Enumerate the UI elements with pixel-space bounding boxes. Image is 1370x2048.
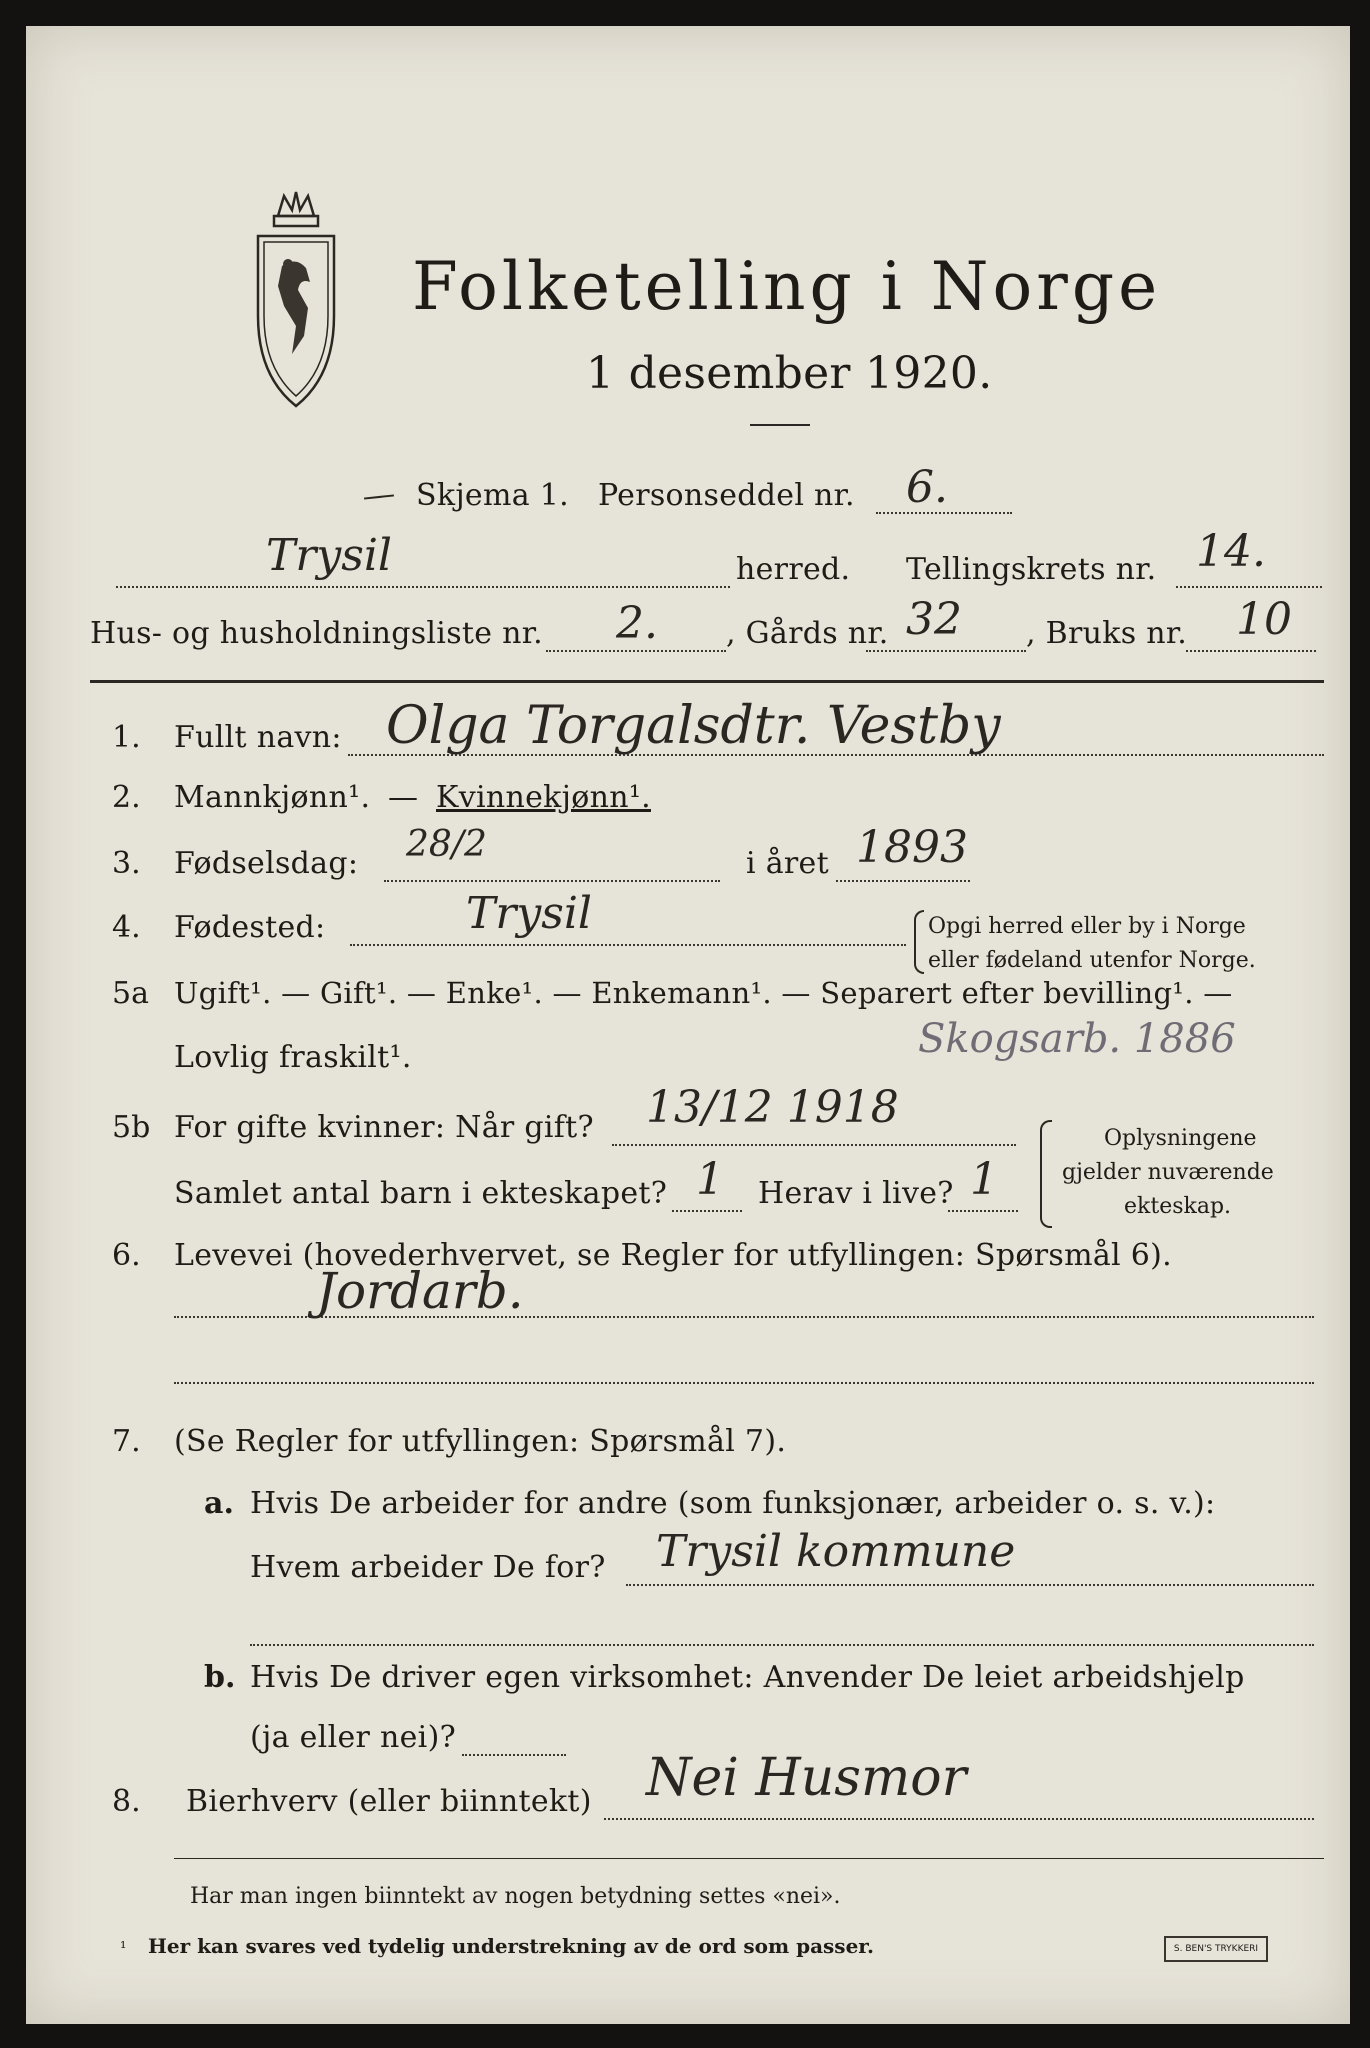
q5b-children-label: Samlet antal barn i ekteskapet? — [174, 1176, 668, 1211]
q5b-children-value: 1 — [696, 1154, 724, 1205]
skjema-label: Skjema 1. — [416, 478, 569, 513]
q5b-married-value: 13/12 1918 — [646, 1082, 899, 1133]
q3-field-line — [384, 880, 720, 882]
q5b-married-label: For gifte kvinner: Når gift? — [174, 1110, 594, 1145]
q6-value: Jordarb. — [316, 1262, 524, 1320]
q1-number: 1. — [112, 720, 141, 755]
q5a-options-line2: Lovlig fraskilt¹. — [174, 1040, 412, 1075]
q5a-number: 5a — [112, 976, 149, 1011]
q4-label: Fødested: — [174, 910, 326, 945]
tellingskrets-field-line — [1176, 586, 1322, 588]
title-divider — [750, 424, 810, 426]
q7a-value: Trysil kommune — [656, 1526, 1016, 1577]
q7-number: 7. — [112, 1424, 141, 1459]
q5b-number: 5b — [112, 1110, 151, 1145]
tellingskrets-label: Tellingskrets nr. — [906, 552, 1157, 587]
bruks-label: , Bruks nr. — [1026, 616, 1188, 651]
bruks-field-line — [1186, 650, 1316, 652]
census-form — [26, 26, 1350, 2024]
q2-dash: — — [388, 780, 419, 815]
q7a-line2: Hvem arbeider De for? — [250, 1550, 606, 1585]
q7a-field-line-1 — [626, 1584, 1314, 1586]
q4-value: Trysil — [466, 888, 592, 939]
q3-year-field-line — [836, 880, 970, 882]
q2-female-option: Kvinnekjønn¹. — [436, 780, 651, 815]
q1-value: Olga Torgalsdtr. Vestby — [386, 696, 1001, 756]
q7-label: (Se Regler for utfyllingen: Spørsmål 7). — [174, 1424, 787, 1459]
herred-label: herred. — [736, 552, 851, 587]
personseddel-label: Personseddel nr. — [598, 478, 855, 513]
q1-label: Fullt navn: — [174, 720, 342, 755]
skjema-lead-line — [364, 494, 394, 499]
q3-year-label: i året — [746, 846, 829, 881]
q8-field-line — [604, 1818, 1314, 1820]
q3-number: 3. — [112, 846, 141, 881]
q5b-alive-label: Herav i live? — [758, 1176, 954, 1211]
q6-field-line-2 — [174, 1382, 1314, 1384]
tellingskrets-value: 14. — [1196, 526, 1266, 577]
q5b-note-brace — [1040, 1120, 1052, 1228]
herred-field-line — [116, 586, 730, 588]
printer-stamp: S. BEN'S TRYKKERI — [1164, 1936, 1268, 1962]
q4-field-line — [350, 944, 906, 946]
q7b-field-line — [462, 1754, 566, 1756]
bruks-value: 10 — [1236, 594, 1292, 645]
form-date: 1 desember 1920. — [586, 348, 993, 399]
q8-number: 8. — [112, 1784, 141, 1819]
q5a-options-line1: Ugift¹. — Gift¹. — Enke¹. — Enkemann¹. — Separert efter bevilling¹. — — [174, 976, 1233, 1010]
header-rule — [90, 680, 1324, 683]
gards-value: 32 — [906, 594, 962, 645]
personseddel-value: 6. — [906, 462, 948, 513]
husholdningsliste-field-line — [546, 650, 726, 652]
q3-value: 28/2 — [406, 824, 487, 865]
herred-value: Trysil — [266, 530, 392, 581]
q8-value: Nei Husmor — [646, 1748, 967, 1808]
gards-label: , Gårds nr. — [726, 616, 889, 651]
footer-note: Har man ingen biinntekt av nogen betydning settes «nei». — [190, 1884, 841, 1909]
q5b-alive-field-line — [948, 1210, 1018, 1212]
q2-number: 2. — [112, 780, 141, 815]
q7a-letter: a. — [204, 1486, 234, 1521]
q6-number: 6. — [112, 1238, 141, 1273]
q5b-note-line1: Oplysningene — [1104, 1126, 1257, 1151]
q7b-line2: (ja eller nei)? — [250, 1720, 456, 1755]
husholdningsliste-label: Hus- og husholdningsliste nr. — [90, 616, 543, 651]
q5a-annotation: Skogsarb. 1886 — [918, 1016, 1236, 1062]
q4-note-line1: Opgi herred eller by i Norge — [928, 914, 1246, 939]
q3-label: Fødselsdag: — [174, 846, 359, 881]
q7a-line1: Hvis De arbeider for andre (som funksjonær, arbeider o. s. v.): — [250, 1486, 1216, 1521]
q7b-line1: Hvis De driver egen virksomhet: Anvender De leiet arbeidshjelp — [250, 1660, 1245, 1695]
footer-rule — [174, 1858, 1324, 1859]
q4-note-line2: eller fødeland utenfor Norge. — [928, 948, 1256, 973]
footnote-mark: ¹ — [120, 1938, 127, 1957]
q7b-letter: b. — [204, 1660, 236, 1695]
q5b-note-line2: gjelder nuværende — [1062, 1160, 1274, 1185]
q2-male-option: Mannkjønn¹. — [174, 780, 371, 815]
q4-note-brace — [914, 910, 924, 974]
footnote-text: Her kan svares ved tydelig understrekning av de ord som passer. — [148, 1934, 874, 1958]
husholdningsliste-value: 2. — [616, 598, 658, 649]
gards-field-line — [866, 650, 1026, 652]
norwegian-lion-crest-icon — [248, 186, 344, 416]
q3-year-value: 1893 — [856, 822, 968, 873]
q5b-note-line3: ekteskap. — [1124, 1194, 1232, 1219]
q4-number: 4. — [112, 910, 141, 945]
q5b-alive-value: 1 — [970, 1154, 998, 1205]
q5b-children-field-line — [672, 1210, 742, 1212]
q6-label: Levevei (hovederhvervet, se Regler for utfyllingen: Spørsmål 6). — [174, 1238, 1172, 1273]
q8-label: Bierhverv (eller biinntekt) — [186, 1784, 592, 1819]
form-title: Folketelling i Norge — [412, 248, 1162, 325]
q7a-field-line-2 — [250, 1644, 1314, 1646]
q5b-married-field-line — [612, 1144, 1016, 1146]
